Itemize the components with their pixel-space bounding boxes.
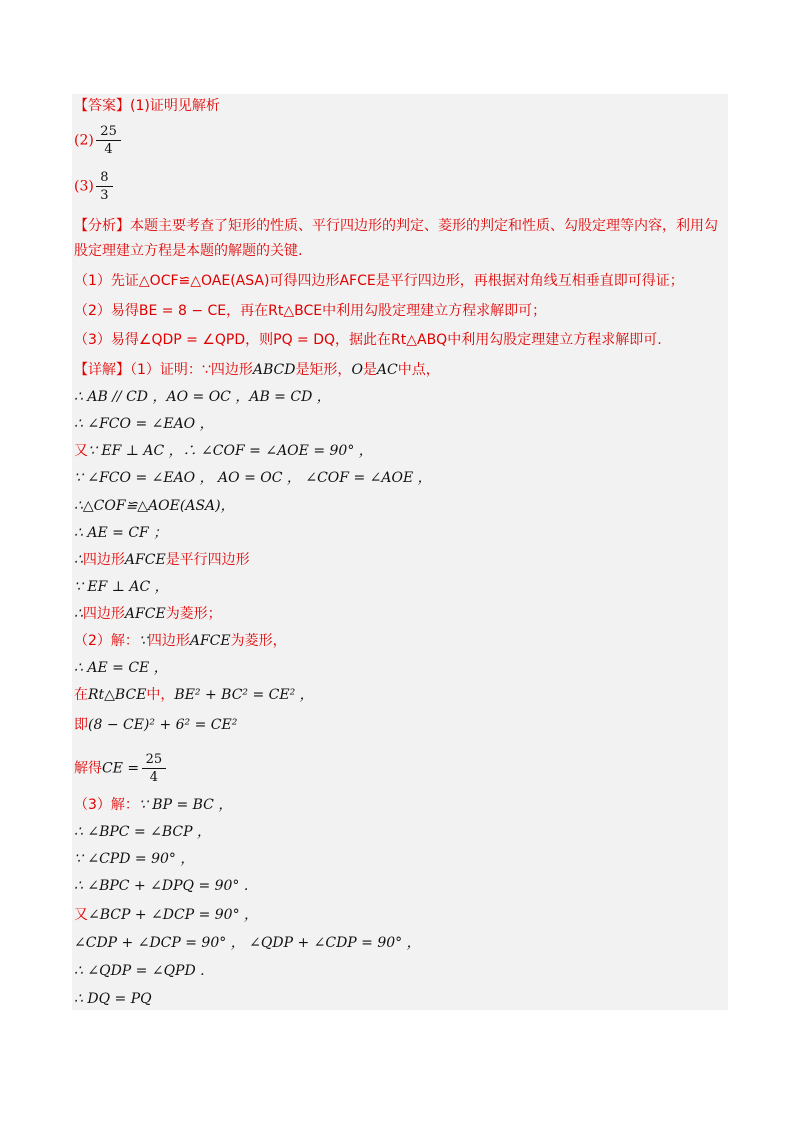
detail-line-18: ∵ ∠CPD = 90° ， (74, 851, 195, 867)
detail-l1-text-4: 中点， (397, 362, 440, 378)
answer-part3-fraction (98, 170, 110, 203)
answer-part2-denominator: 4 (104, 142, 113, 157)
detail-line-17: ∴ ∠BPC = ∠BCP ， (74, 824, 211, 840)
analysis-step-1: （1）先证△OCF≌△OAE(ASA)可得四边形AFCE是平行四边形，再根据对角线互相垂直即可得证； (74, 273, 684, 289)
detail-l15-denominator: 4 (149, 770, 158, 785)
answer-line-1 (74, 97, 220, 115)
detail-line-11 (74, 632, 287, 650)
analysis-paragraph (74, 214, 724, 264)
detail-l4-math: ∵ EF ⊥ AC ，∴ ∠COF = ∠AOE = 90° ， (88, 443, 373, 459)
detail-l10-therefore: ∴ (74, 606, 83, 622)
detail-line-10 (74, 605, 222, 623)
detail-line-4 (74, 442, 373, 460)
detail-l16-math: ∵ BP = BC ， (138, 797, 233, 813)
answer-part3-denominator: 3 (100, 188, 109, 203)
detail-l1-math-2: O (351, 362, 363, 378)
detail-l11-text-3: 为菱形， (230, 633, 287, 649)
detail-l4-text: 又 (74, 443, 88, 459)
detail-l11-text-2: 四边形 (147, 633, 190, 649)
detail-l13-text: 在 (74, 687, 88, 703)
answer-part1: (1)证明见解析 (130, 98, 220, 114)
analysis-tag: 【分析】 (74, 218, 130, 234)
detail-l15-text: 解得 (74, 760, 102, 777)
detail-l8-math: AFCE (124, 552, 166, 568)
detail-line-1 (74, 361, 440, 379)
detail-tag: 【详解】 (74, 362, 130, 378)
detail-line-21: ∠CDP + ∠DCP = 90° ， ∠QDP + ∠CDP = 90° ， (74, 935, 421, 951)
detail-line-8 (74, 551, 250, 569)
detail-l11-text: （2）解： (74, 633, 139, 649)
answer-tag: 【答案】 (74, 98, 130, 114)
detail-line-13 (74, 686, 314, 704)
detail-line-9: ∵ EF ⊥ AC ， (74, 579, 169, 595)
detail-line-2: ∴ AB // CD ，AO = OC ，AB = CD ， (74, 389, 331, 405)
detail-l8-therefore: ∴ (74, 552, 83, 568)
detail-line-12: ∴ AE = CE ， (74, 660, 168, 676)
detail-l15-equation: CE = (102, 760, 140, 777)
detail-l16-text: （3）解： (74, 797, 139, 813)
detail-l1-math-1: ABCD (252, 362, 296, 378)
answer-line-2 (74, 124, 119, 157)
analysis-step-2: （2）易得BE = 8 − CE，再在Rt△BCE中利用勾股定理建立方程求解即可； (74, 303, 547, 319)
detail-line-7: ∴ AE = CF ； (74, 525, 168, 541)
detail-l1-math-3: AC (376, 362, 398, 378)
detail-line-6: ∴△COF≌△AOE(ASA)， (74, 498, 235, 514)
answer-part3-numerator: 8 (100, 170, 109, 185)
detail-line-16 (74, 796, 232, 814)
detail-l13-equation: BE² + BC² = CE² ， (174, 687, 314, 703)
analysis-step-3: （3）易得∠QDP = ∠QPD，则PQ = DQ，据此在Rt△ABQ中利用勾股定理建立方程求解即可. (74, 332, 662, 348)
detail-line-19: ∴ ∠BPC + ∠DPQ = 90° . (74, 878, 249, 894)
detail-l8-text: 四边形 (82, 552, 125, 568)
detail-l10-text: 四边形 (82, 606, 125, 622)
detail-l1-text-3: 是 (362, 362, 377, 378)
detail-line-14 (74, 716, 237, 734)
detail-l14-text: 即 (74, 717, 88, 733)
detail-l13-text-2: 中， (146, 687, 175, 703)
detail-l11-math: AFCE (189, 633, 231, 649)
detail-line-23: ∴ DQ = PQ (74, 991, 152, 1007)
answer-part2-label: (2) (74, 132, 94, 149)
detail-l15-fraction (144, 752, 165, 785)
detail-l11-because: ∵ (138, 633, 148, 649)
detail-l20-math: ∠BCP + ∠DCP = 90° ， (88, 907, 259, 923)
detail-line-20 (74, 906, 258, 924)
detail-l8-text-2: 是平行四边形 (165, 552, 250, 568)
answer-line-3 (74, 170, 111, 203)
detail-l1-text: （1）证明：∵四边形 (130, 362, 253, 378)
detail-line-22: ∴ ∠QDP = ∠QPD . (74, 963, 205, 979)
detail-l10-text-2: 为菱形； (165, 606, 222, 622)
answer-part2-fraction (98, 124, 119, 157)
analysis-text: 本题主要考查了矩形的性质、平行四边形的判定、菱形的判定和性质、勾股定理等内容，利用勾股定理建立方程是本题的解题的关键. (74, 218, 718, 259)
detail-l14-equation: (8 − CE)² + 6² = CE² (88, 717, 238, 733)
detail-l1-text-2: 是矩形， (295, 362, 352, 378)
detail-l15-numerator: 25 (145, 752, 163, 767)
detail-line-3: ∴ ∠FCO = ∠EAO ， (74, 416, 214, 432)
detail-l20-text: 又 (74, 907, 88, 923)
answer-part2-numerator: 25 (100, 124, 117, 139)
answer-part3-label: (3) (74, 178, 94, 195)
detail-line-5: ∵ ∠FCO = ∠EAO ， AO = OC ， ∠COF = ∠AOE ， (74, 470, 432, 486)
detail-line-15 (74, 752, 164, 785)
detail-l10-math: AFCE (124, 606, 166, 622)
detail-l13-math: Rt△BCE (88, 687, 147, 703)
